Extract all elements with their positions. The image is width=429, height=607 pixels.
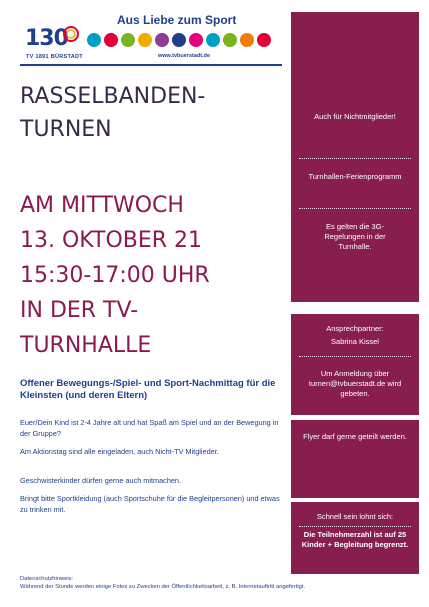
signup-text: Um Anmeldung über turnen@tvbuerstadt.de wird gebeten. — [308, 369, 402, 398]
info-3g-rules: Es gelten die 3G-Regelungen in der Turnhalle. — [324, 222, 386, 251]
panel-divider — [299, 356, 411, 357]
contact-panel — [291, 314, 419, 415]
participant-limit: Die Teilnehmerzahl ist auf 25 Kinder + Begleitung begrenzt. — [301, 530, 409, 549]
event-date: 13. OKTOBER 21 — [20, 228, 203, 253]
share-panel — [291, 420, 419, 498]
event-title-line-2: TURNEN — [20, 117, 112, 142]
info-panel — [291, 12, 419, 302]
logo-club-name: TV 1891 BÜRSTADT — [26, 54, 83, 60]
share-text: Flyer darf gerne geteilt werden. — [303, 432, 407, 441]
logo-slogan: Aus Liebe zum Sport — [117, 13, 237, 27]
paragraph-invitation: Am Aktionstag sind alle eingeladen, auch Nicht-TV Mitglieder. — [20, 447, 219, 456]
panel-divider — [299, 158, 411, 159]
panel-divider — [299, 208, 411, 209]
paragraph-siblings: Geschwisterkinder dürfen gerne auch mitmachen. — [20, 476, 182, 485]
paragraph-bring: Bringt bitte Sportkleidung (auch Sportschuhe für die Begleitpersonen) und etwas zu trinken mit. — [20, 494, 280, 514]
logo-anniversary-number: 130 — [25, 26, 68, 51]
header-divider — [20, 64, 282, 66]
panel-divider — [299, 526, 411, 527]
event-location-line-2: TURNHALLE — [20, 333, 152, 358]
paragraph-age: Euer/Dein Kind ist 2-4 Jahre alt und hat Spaß am Spiel und an der Bewegung in der Gruppe? — [20, 418, 279, 438]
event-subheading: Offener Bewegungs-/Spiel- und Sport-Nachmittag für die Kleinsten (und deren Eltern) — [20, 378, 276, 401]
privacy-text: Während der Stunde werden einige Fotos zu Zwecken der Öffentlichkeitsarbeit, z. B. Internetauftritt angefertigt. — [20, 584, 306, 590]
contact-name: Sabrina Kissel — [331, 337, 379, 346]
event-title — [20, 80, 282, 146]
event-weekday: AM MITTWOCH — [20, 193, 184, 218]
info-nonmembers: Auch für Nichtmitglieder! — [314, 112, 396, 121]
sport-figures-icon — [86, 30, 278, 50]
logo-rings-icon — [62, 16, 80, 52]
privacy-label: Datenschutzhinweis: — [20, 576, 74, 582]
logo-url: www.tvbuerstadt.de — [158, 53, 211, 59]
event-location-line-1: IN DER TV- — [20, 298, 139, 323]
limit-panel — [291, 502, 419, 574]
event-details — [20, 188, 282, 363]
hurry-text: Schnell sein lohnt sich: — [316, 512, 394, 521]
event-time: 15:30-17:00 UHR — [20, 263, 210, 288]
info-holiday-program: Turnhallen-Ferienprogramm — [308, 172, 402, 181]
contact-label: Ansprechpartner: — [326, 324, 384, 333]
event-title-line-1: RASSELBANDEN- — [20, 84, 206, 109]
